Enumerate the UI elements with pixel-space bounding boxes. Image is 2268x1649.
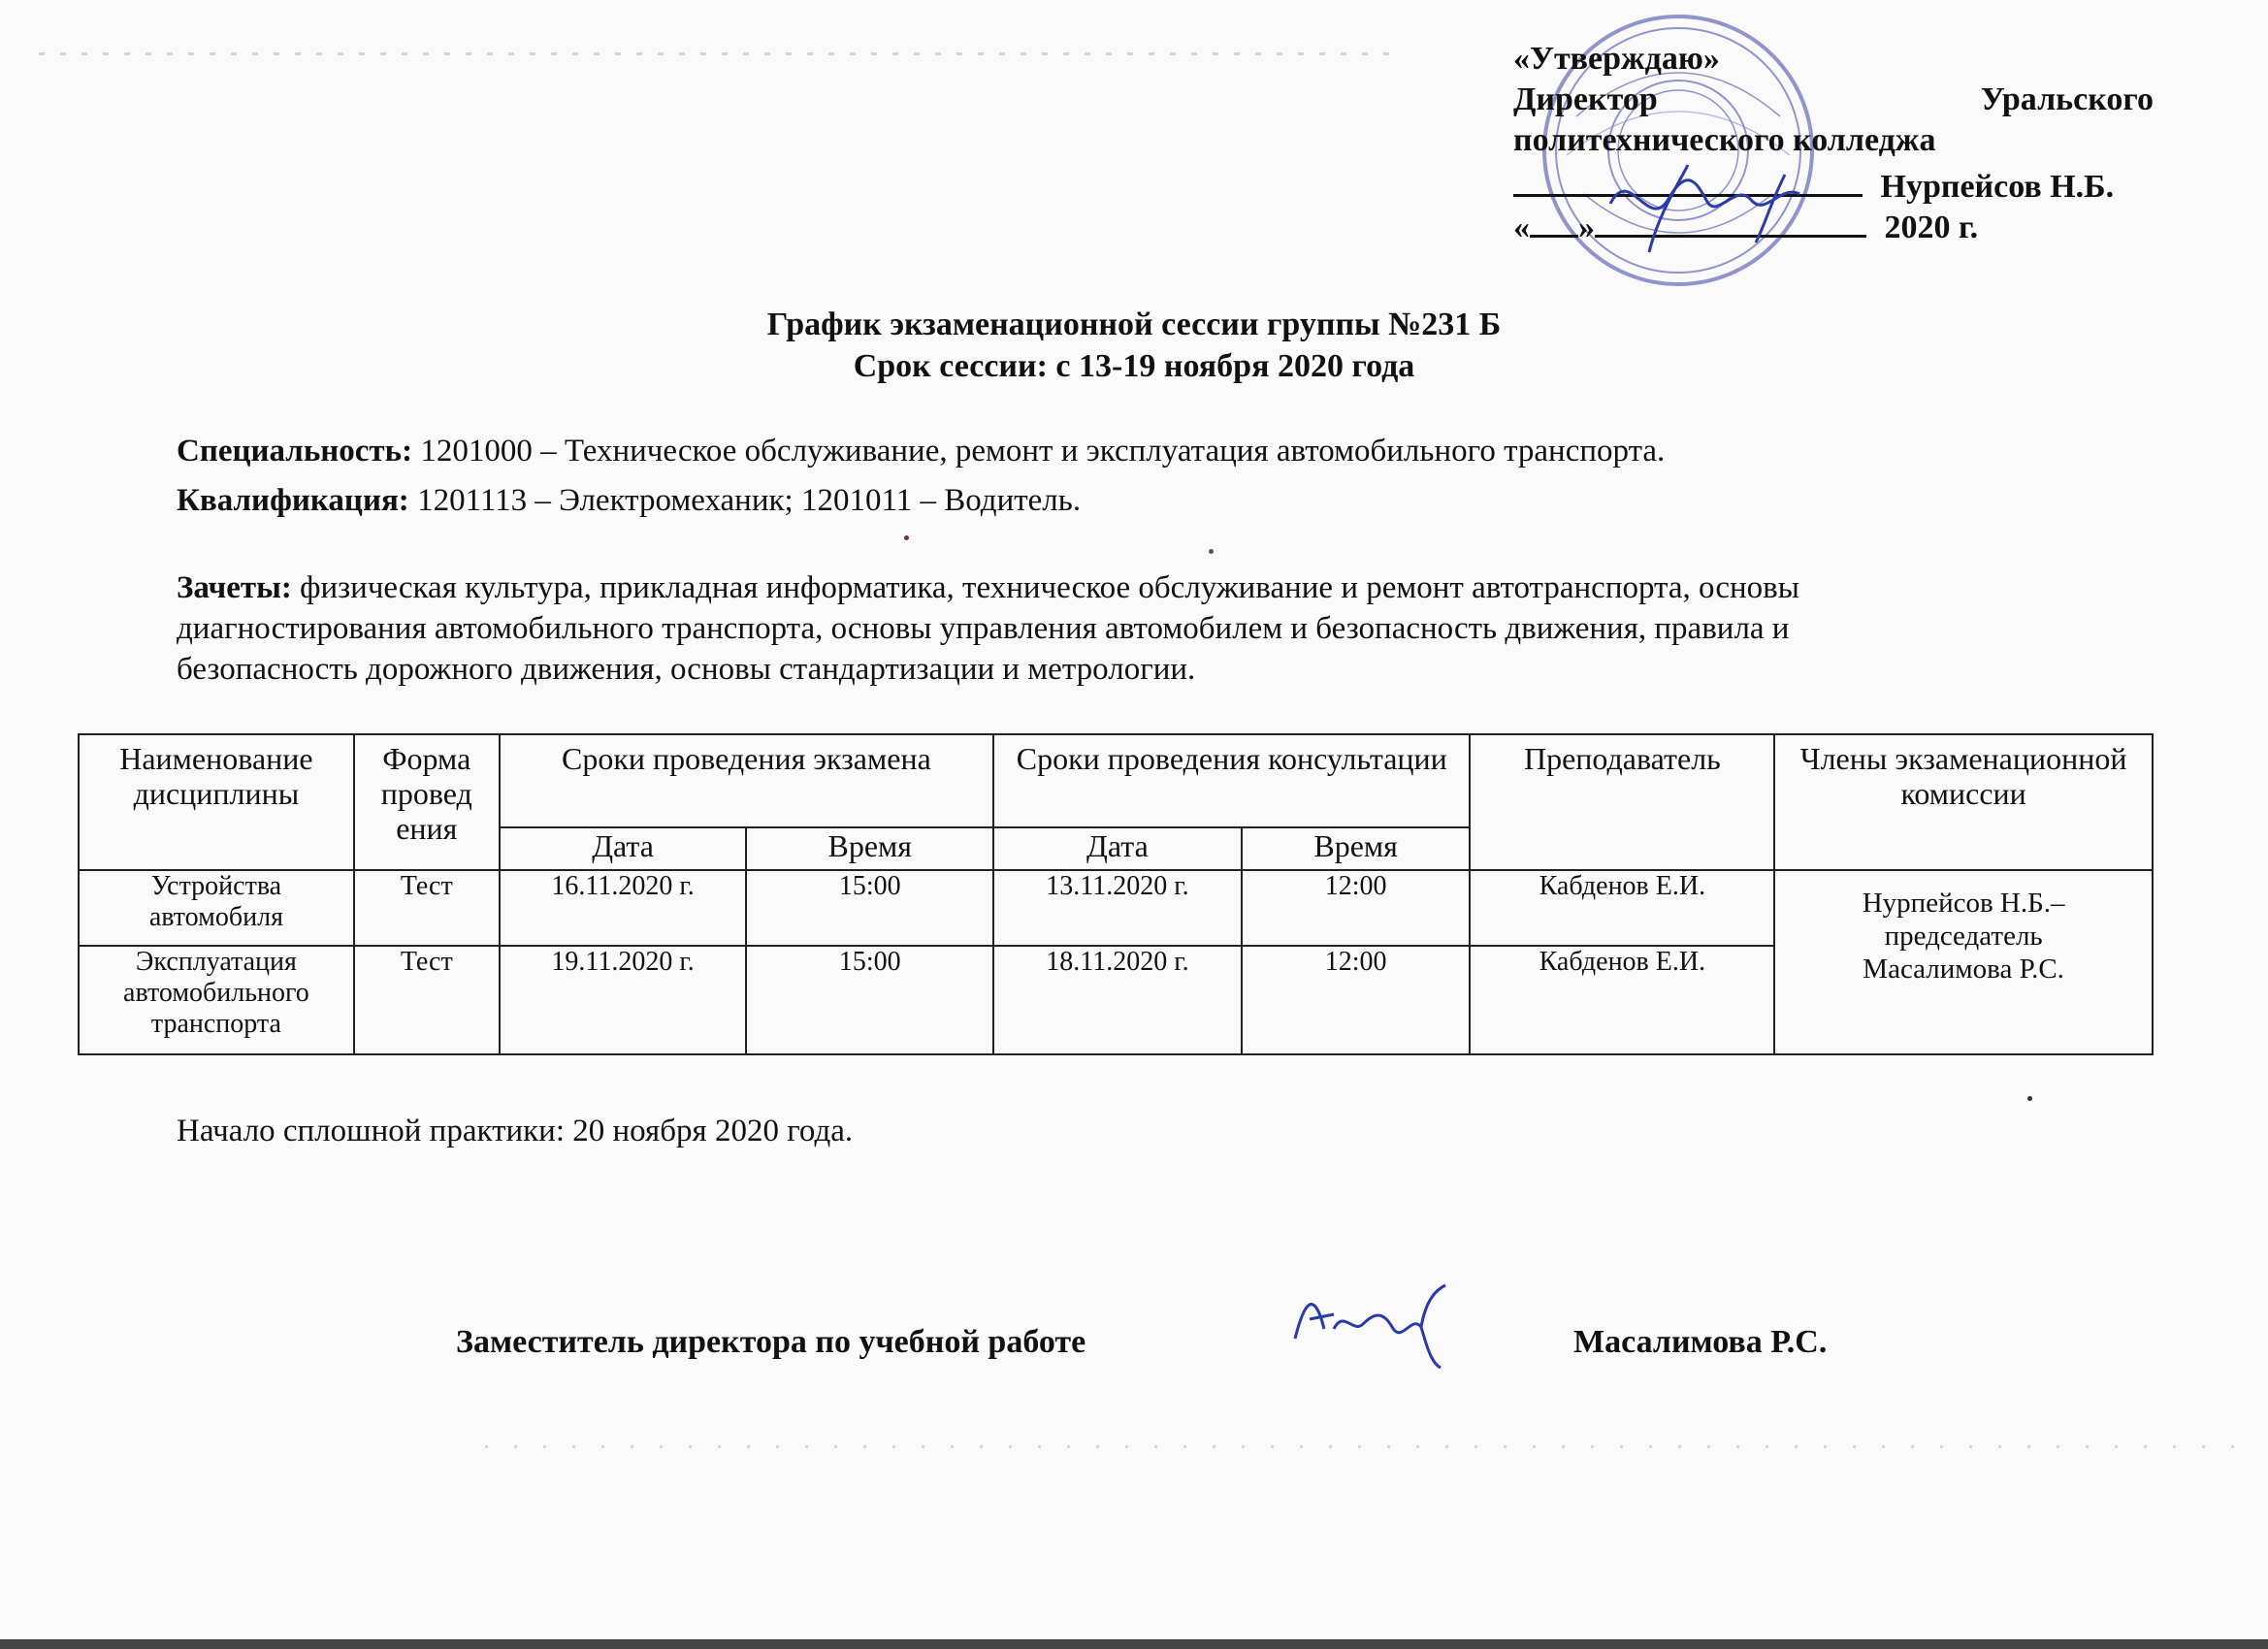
row-exam-time: 15:00 — [746, 946, 993, 1054]
specialty-line — [177, 431, 2117, 471]
row-teacher: Кабденов Е.И. — [1470, 870, 1774, 946]
row-form: Тест — [354, 870, 500, 946]
approval-date-open: « — [1513, 210, 1530, 245]
header-commission: Члены экзаменационной комиссии — [1774, 734, 2153, 870]
row-teacher: Кабденов Е.И. — [1470, 946, 1774, 1054]
scan-speck — [904, 535, 909, 540]
header-exam-time: Время — [746, 827, 993, 870]
row-form: Тест — [354, 946, 500, 1054]
header-consult-terms: Сроки проведения консультации — [993, 734, 1470, 827]
credits-line-1: физическая культура, прикладная информатика, техническое обслуживание и ремонт автотранспорта, основы — [291, 570, 1799, 605]
commission-members — [1774, 870, 2153, 1054]
row-consult-time: 12:00 — [1242, 870, 1471, 946]
row-exam-time: 15:00 — [746, 870, 993, 946]
exam-schedule-table — [78, 733, 2154, 1055]
header-form: Форма провед ения — [354, 734, 500, 870]
scan-speck — [2027, 1096, 2032, 1101]
row-consult-time: 12:00 — [1242, 946, 1471, 1054]
row-exam-date: 19.11.2020 г. — [500, 946, 747, 1054]
page-title: График экзаменационной сессии группы №231 Б — [766, 307, 1502, 342]
scan-artifact-dots — [485, 1445, 2260, 1448]
credits-line-3: безопасность дорожного движения, основы стандартизации и метрологии. — [177, 652, 1196, 687]
deputy-signature — [1280, 1271, 1474, 1377]
scan-artifact-top — [39, 52, 1397, 55]
deputy-name: Масалимова Р.С. — [1573, 1324, 1828, 1360]
table-row — [79, 870, 2153, 946]
approval-heading: «Утверждаю» — [1513, 41, 1720, 77]
approval-college-city: Уральского — [1980, 81, 2154, 117]
specialty-label: Специальность: — [177, 434, 413, 469]
header-consult-date: Дата — [993, 827, 1242, 870]
commission-line-3: Масалимова Р.С. — [1863, 954, 2064, 985]
page-subtitle: Срок сессии: с 13-19 ноября 2020 года — [853, 348, 1415, 384]
approval-date-close: » — [1578, 210, 1595, 245]
qualification-line — [177, 480, 2117, 521]
header-teacher: Преподаватель — [1470, 734, 1774, 870]
row-discipline: Устройства автомобиля — [79, 870, 354, 946]
header-exam-date: Дата — [500, 827, 747, 870]
scan-edge — [0, 1639, 2268, 1649]
scan-speck — [1209, 549, 1214, 554]
credits-line-2: диагностирования автомобильного транспорта, основы управления автомобилем и безопасность движения, правила и — [177, 611, 1790, 646]
qualification-value: 1201113 – Электромеханик; 1201011 – Водитель. — [408, 483, 1082, 518]
approval-college: политехнического колледжа — [1513, 122, 1936, 158]
deputy-position: Заместитель директора по учебной работе — [456, 1324, 1086, 1360]
credits-paragraph — [177, 567, 2117, 690]
commission-line-2: председатель — [1884, 921, 2043, 952]
director-signature — [1591, 146, 1843, 262]
credits-label: Зачеты: — [177, 570, 292, 605]
approval-position: Директор — [1513, 81, 1658, 117]
qualification-label: Квалификация: — [177, 483, 409, 518]
practice-start: Начало сплошной практики: 20 ноября 2020 года. — [177, 1114, 854, 1148]
row-consult-date: 13.11.2020 г. — [993, 870, 1242, 946]
row-consult-date: 18.11.2020 г. — [993, 946, 1242, 1054]
row-discipline: Эксплуатация автомобильного транспорта — [79, 946, 354, 1054]
row-exam-date: 16.11.2020 г. — [500, 870, 747, 946]
commission-line-1: Нурпейсов Н.Б.– — [1862, 888, 2065, 919]
specialty-value: 1201000 – Техническое обслуживание, ремонт и эксплуатация автомобильного транспорта. — [412, 434, 1666, 469]
header-discipline: Наименование дисциплины — [79, 734, 354, 870]
header-exam-terms: Сроки проведения экзамена — [500, 734, 993, 827]
approval-day-line — [1530, 202, 1578, 238]
header-consult-time: Время — [1242, 827, 1471, 870]
approval-year: 2020 г. — [1884, 210, 1979, 245]
approval-director-name: Нурпейсов Н.Б. — [1880, 169, 2115, 205]
